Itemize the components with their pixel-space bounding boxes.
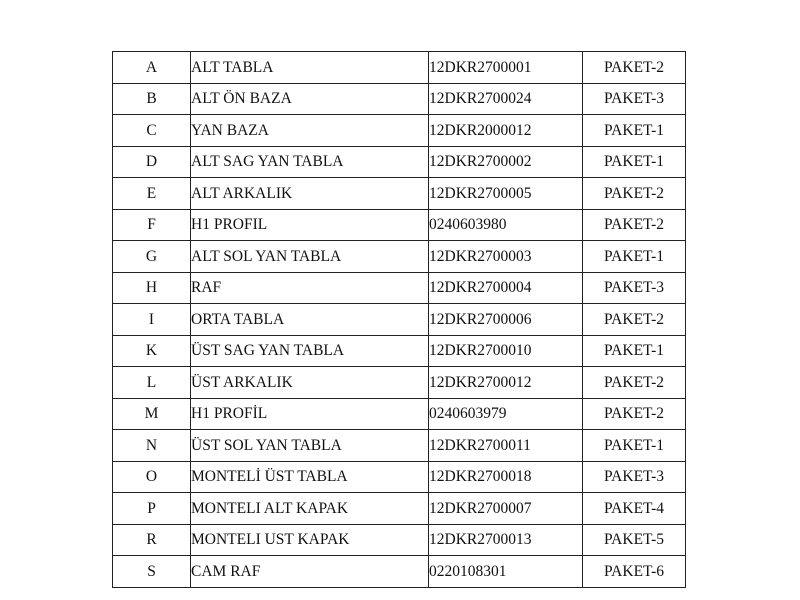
package-cell: PAKET-1 <box>583 146 686 178</box>
part-name-cell: H1 PROFİL <box>191 398 429 430</box>
table-row <box>113 146 686 178</box>
part-letter-cell: B <box>113 83 191 115</box>
package-cell: PAKET-2 <box>583 178 686 210</box>
part-letter-cell: K <box>113 335 191 367</box>
package-cell: PAKET-3 <box>583 461 686 493</box>
table-row <box>113 272 686 304</box>
part-name-cell: MONTELİ ÜST TABLA <box>191 461 429 493</box>
part-code-cell: 12DKR2700005 <box>429 178 583 210</box>
part-name-cell: MONTELI ALT KAPAK <box>191 493 429 525</box>
part-letter-cell: H <box>113 272 191 304</box>
part-code-cell: 12DKR2700004 <box>429 272 583 304</box>
table-row <box>113 178 686 210</box>
table-row <box>113 335 686 367</box>
table-row <box>113 398 686 430</box>
part-code-cell: 12DKR2700012 <box>429 367 583 399</box>
part-name-cell: ÜST SOL YAN TABLA <box>191 430 429 462</box>
package-cell: PAKET-2 <box>583 398 686 430</box>
package-cell: PAKET-2 <box>583 304 686 336</box>
table-row <box>113 304 686 336</box>
table-row <box>113 367 686 399</box>
part-letter-cell: I <box>113 304 191 336</box>
part-name-cell: ALT SOL YAN TABLA <box>191 241 429 273</box>
part-code-cell: 12DKR2700011 <box>429 430 583 462</box>
part-name-cell: H1 PROFIL <box>191 209 429 241</box>
part-letter-cell: A <box>113 52 191 84</box>
part-letter-cell: L <box>113 367 191 399</box>
part-letter-cell: P <box>113 493 191 525</box>
part-name-cell: ALT SAG YAN TABLA <box>191 146 429 178</box>
part-code-cell: 12DKR2700018 <box>429 461 583 493</box>
package-cell: PAKET-1 <box>583 335 686 367</box>
part-letter-cell: M <box>113 398 191 430</box>
part-letter-cell: O <box>113 461 191 493</box>
part-code-cell: 12DKR2700002 <box>429 146 583 178</box>
part-code-cell: 12DKR2700003 <box>429 241 583 273</box>
table-row <box>113 461 686 493</box>
part-letter-cell: S <box>113 556 191 588</box>
table-row <box>113 524 686 556</box>
part-letter-cell: D <box>113 146 191 178</box>
package-cell: PAKET-1 <box>583 430 686 462</box>
part-code-cell: 12DKR2700006 <box>429 304 583 336</box>
table-row <box>113 83 686 115</box>
table-row <box>113 241 686 273</box>
table-row <box>113 52 686 84</box>
package-cell: PAKET-6 <box>583 556 686 588</box>
table-row <box>113 209 686 241</box>
part-letter-cell: G <box>113 241 191 273</box>
part-name-cell: ALT ARKALIK <box>191 178 429 210</box>
package-cell: PAKET-3 <box>583 83 686 115</box>
package-cell: PAKET-1 <box>583 115 686 147</box>
part-code-cell: 0220108301 <box>429 556 583 588</box>
part-code-cell: 12DKR2700024 <box>429 83 583 115</box>
part-name-cell: ALT TABLA <box>191 52 429 84</box>
part-code-cell: 12DKR2700013 <box>429 524 583 556</box>
table-row <box>113 115 686 147</box>
part-code-cell: 12DKR2000012 <box>429 115 583 147</box>
part-name-cell: YAN BAZA <box>191 115 429 147</box>
package-cell: PAKET-4 <box>583 493 686 525</box>
part-name-cell: ÜST SAG YAN TABLA <box>191 335 429 367</box>
part-letter-cell: E <box>113 178 191 210</box>
parts-table <box>112 51 686 588</box>
part-letter-cell: N <box>113 430 191 462</box>
package-cell: PAKET-2 <box>583 52 686 84</box>
table-row <box>113 430 686 462</box>
part-code-cell: 12DKR2700010 <box>429 335 583 367</box>
package-cell: PAKET-3 <box>583 272 686 304</box>
package-cell: PAKET-1 <box>583 241 686 273</box>
part-name-cell: ALT ÖN BAZA <box>191 83 429 115</box>
part-name-cell: CAM RAF <box>191 556 429 588</box>
table-row <box>113 556 686 588</box>
part-name-cell: RAF <box>191 272 429 304</box>
part-code-cell: 12DKR2700001 <box>429 52 583 84</box>
part-name-cell: ÜST ARKALIK <box>191 367 429 399</box>
package-cell: PAKET-5 <box>583 524 686 556</box>
part-letter-cell: F <box>113 209 191 241</box>
parts-table-body <box>113 52 686 588</box>
package-cell: PAKET-2 <box>583 209 686 241</box>
part-name-cell: ORTA TABLA <box>191 304 429 336</box>
part-code-cell: 0240603979 <box>429 398 583 430</box>
part-name-cell: MONTELI UST KAPAK <box>191 524 429 556</box>
part-code-cell: 0240603980 <box>429 209 583 241</box>
table-row <box>113 493 686 525</box>
part-letter-cell: R <box>113 524 191 556</box>
part-code-cell: 12DKR2700007 <box>429 493 583 525</box>
package-cell: PAKET-2 <box>583 367 686 399</box>
part-letter-cell: C <box>113 115 191 147</box>
